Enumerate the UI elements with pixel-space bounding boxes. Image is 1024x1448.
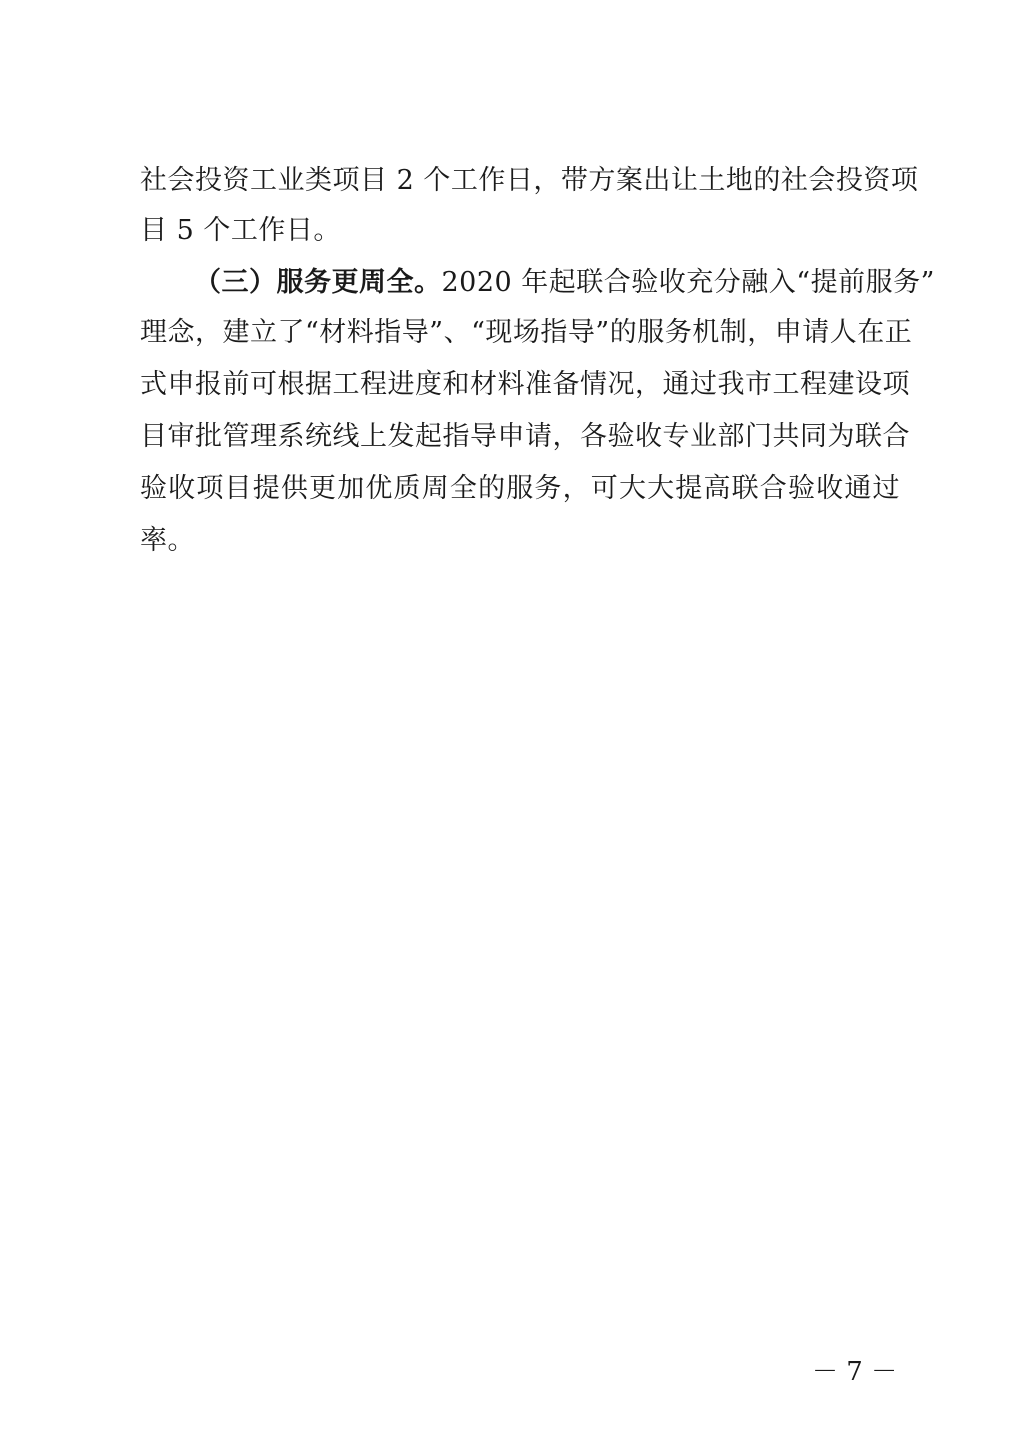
paragraph-2-line-2: 理念，建立了“材料指导”、“现场指导”的服务机制，申请人在正 bbox=[140, 317, 913, 348]
paragraph-2-line-3: 式申报前可根据工程进度和材料准备情况，通过我市工程建设项 bbox=[140, 369, 910, 400]
paragraph-1-line-2: 目 5 个工作日。 bbox=[140, 215, 341, 246]
section-heading: （三）服务更周全。 bbox=[194, 267, 442, 298]
paragraph-2-line-1-text: 2020 年起联合验收充分融入“提前服务” bbox=[441, 267, 935, 298]
page-number: － 7 － bbox=[812, 1357, 898, 1387]
paragraph-2-line-1 bbox=[194, 265, 935, 301]
paragraph-1-line-1: 社会投资工业类项目 2 个工作日，带方案出让土地的社会投资项 bbox=[140, 165, 919, 196]
paragraph-2-line-6: 率。 bbox=[140, 525, 195, 556]
paragraph-2-line-4: 目审批管理系统线上发起指导申请，各验收专业部门共同为联合 bbox=[140, 421, 910, 452]
paragraph-2-line-5: 验收项目提供更加优质周全的服务，可大大提高联合验收通过 bbox=[140, 473, 900, 504]
